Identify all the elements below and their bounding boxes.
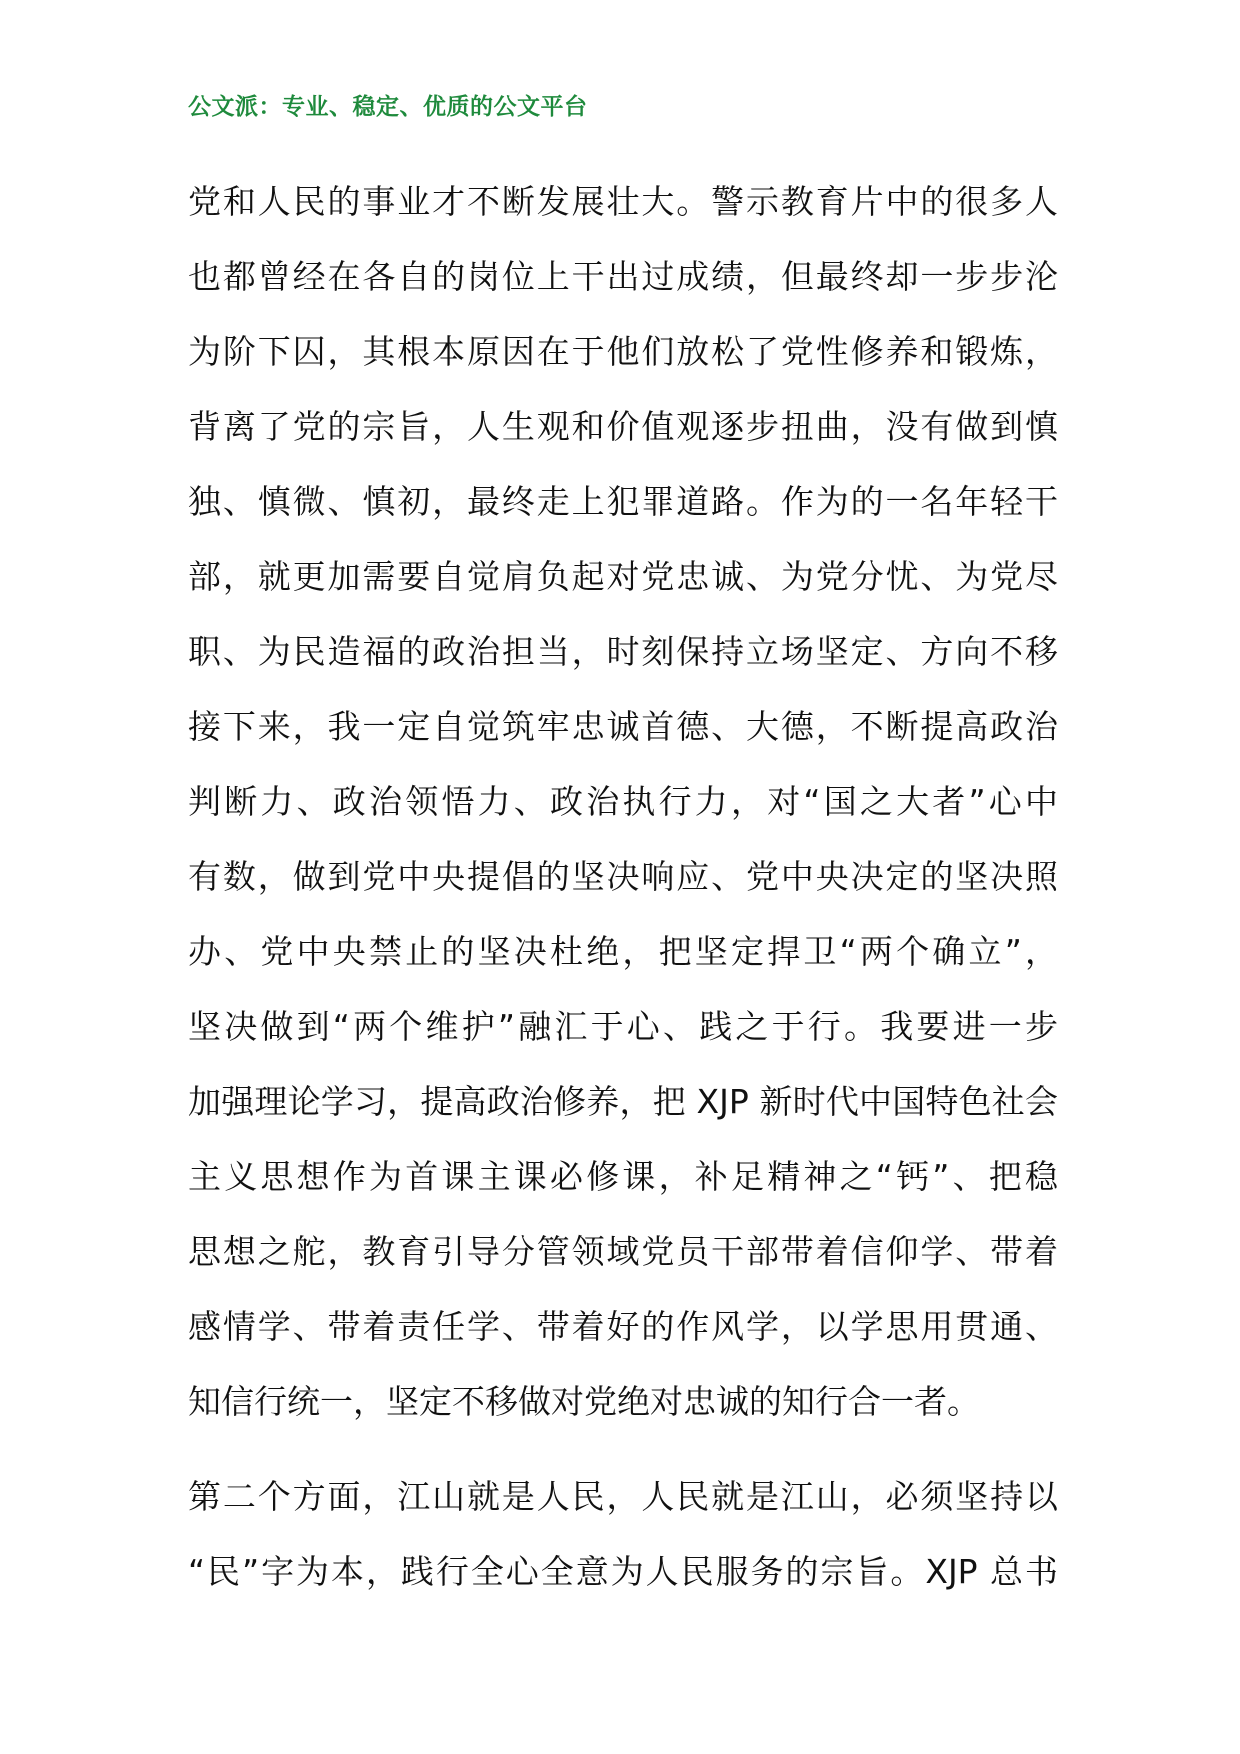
text-line: 主义思想作为首课主课必修课，补足精神之“钙”、把稳 <box>188 1157 1058 1196</box>
paragraph-2 <box>188 1459 1058 1609</box>
text-line: 接下来，我一定自觉筑牢忠诚首德、大德，不断提高政治 <box>188 707 1058 746</box>
text-line: 坚决做到“两个维护”融汇于心、践之于行。我要进一步 <box>188 1007 1058 1046</box>
text-line: 背离了党的宗旨，人生观和价值观逐步扭曲，没有做到慎 <box>188 407 1058 446</box>
text-line: 判断力、政治领悟力、政治执行力，对“国之大者”心中 <box>188 782 1058 821</box>
text-line: 也都曾经在各自的岗位上干出过成绩，但最终却一步步沦 <box>188 257 1058 296</box>
text-line: 独、慎微、慎初，最终走上犯罪道路。作为的一名年轻干 <box>188 482 1058 521</box>
text-line: 职、为民造福的政治担当，时刻保持立场坚定、方向不移 <box>188 632 1058 671</box>
text-line: 知信行统一，坚定不移做对党绝对忠诚的知行合一者。 <box>188 1382 980 1421</box>
text-line: 办、党中央禁止的坚决杜绝，把坚定捍卫“两个确立”， <box>188 932 1058 971</box>
text-line: 党和人民的事业才不断发展壮大。警示教育片中的很多人 <box>188 182 1058 221</box>
paragraph-1 <box>188 164 1058 1439</box>
text-line: “民”字为本，践行全心全意为人民服务的宗旨。XJP 总书 <box>188 1552 1058 1591</box>
text-line: 感情学、带着责任学、带着好的作风学，以学思用贯通、 <box>188 1307 1058 1346</box>
document-body <box>188 164 1058 1609</box>
text-line: 思想之舵，教育引导分管领域党员干部带着信仰学、带着 <box>188 1232 1058 1271</box>
page-header: 公文派：专业、稳定、优质的公文平台 <box>188 93 588 120</box>
text-line: 部，就更加需要自觉肩负起对党忠诚、为党分忧、为党尽 <box>188 557 1058 596</box>
text-line: 为阶下囚，其根本原因在于他们放松了党性修养和锻炼， <box>188 332 1058 371</box>
paragraph-spacer <box>188 1439 1058 1459</box>
text-line: 加强理论学习，提高政治修养，把 XJP 新时代中国特色社会 <box>188 1082 1058 1121</box>
text-line: 第二个方面，江山就是人民，人民就是江山，必须坚持以 <box>188 1477 1058 1516</box>
text-line: 有数，做到党中央提倡的坚决响应、党中央决定的坚决照 <box>188 857 1058 896</box>
